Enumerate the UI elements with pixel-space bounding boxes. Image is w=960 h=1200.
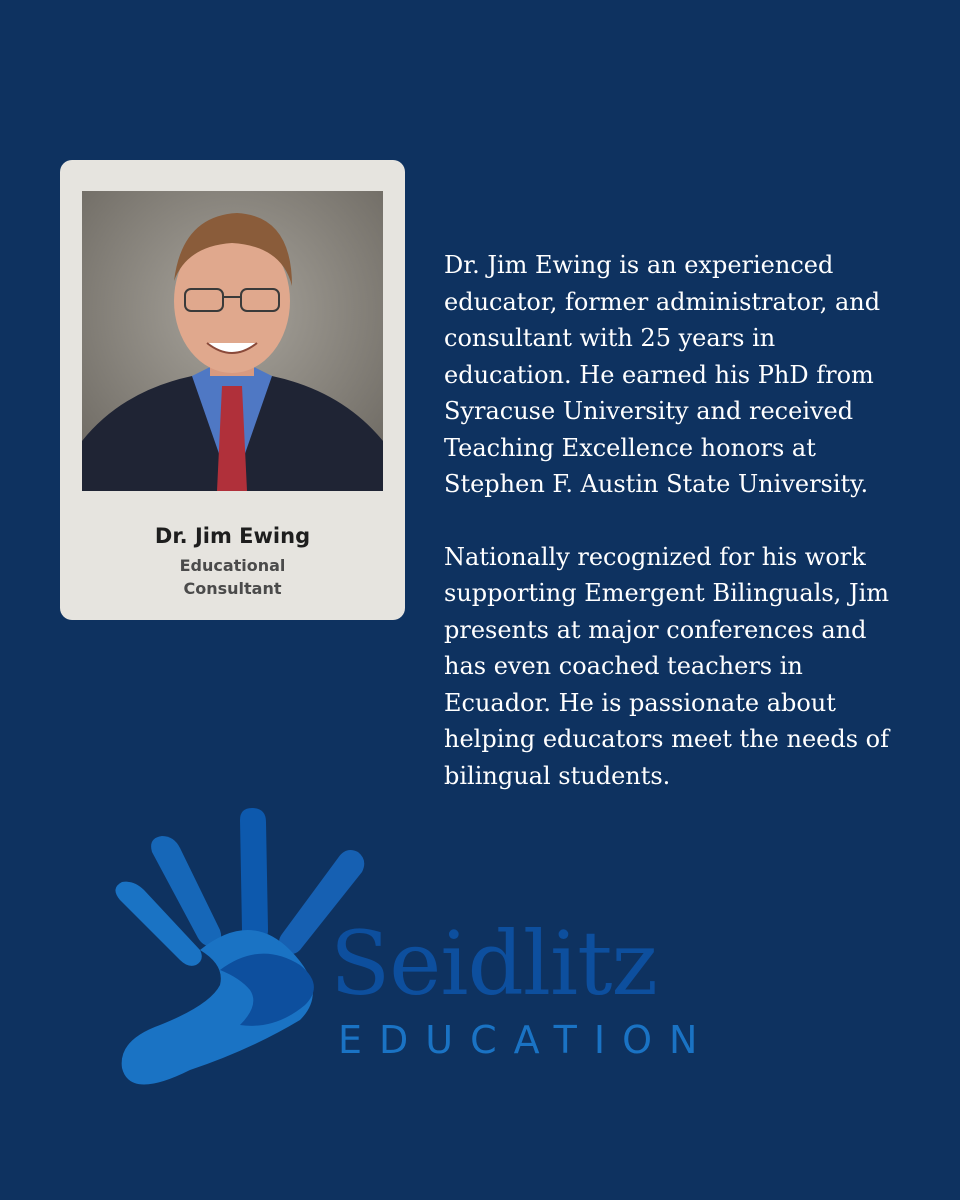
- profile-name: Dr. Jim Ewing: [154, 524, 311, 548]
- person-portrait-icon: [82, 191, 383, 491]
- profile-card: [60, 160, 405, 620]
- bio-paragraph-1: Dr. Jim Ewing is an experienced educator, former administrator, and consultant with 25 years in education. He earned his PhD from Syracuse University and received Teaching Excellence honors at Stephen F. Austin State University.: [444, 251, 881, 498]
- logo-wordmark: Seidlitz: [330, 912, 657, 1015]
- bio-text: [444, 247, 894, 794]
- profile-role-line2: Consultant: [183, 579, 282, 598]
- bio-paragraph-2: Nationally recognized for his work supporting Emergent Bilinguals, Jim presents at major conferences and has even coached teachers in Ecuador. He is passionate about helping educators meet the needs of bilingual students.: [444, 542, 889, 790]
- logo-subtitle: EDUCATION: [338, 1018, 715, 1062]
- profile-role: [60, 554, 405, 600]
- seidlitz-logo: [100, 800, 715, 1120]
- profile-role-line1: Educational: [179, 556, 286, 575]
- profile-photo: [82, 191, 383, 491]
